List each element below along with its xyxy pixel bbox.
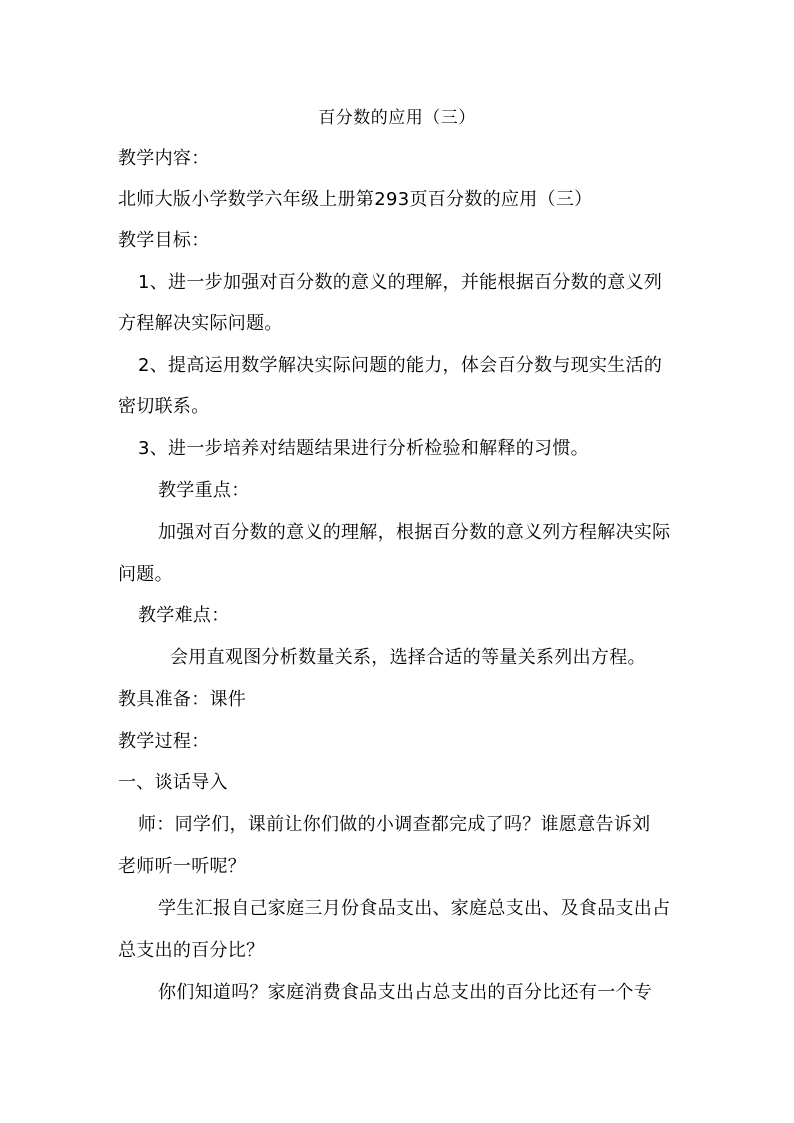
key-points-line-2: 问题。 [118, 564, 173, 585]
teacher-dialogue-line-2: 老师听一听呢？ [118, 856, 247, 877]
document-title: 百分数的应用（三） [318, 108, 476, 128]
section-heading-process: 教学过程： [118, 731, 210, 752]
section-heading-key-points: 教学重点： [158, 480, 250, 501]
key-points-line-1: 加强对百分数的意义的理解，根据百分数的意义列方程解决实际 [158, 522, 671, 543]
student-report-line-2: 总支出的百分比？ [118, 940, 265, 961]
section-heading-content: 教学内容： [118, 148, 210, 169]
content-text: 北师大版小学数学六年级上册第293页百分数的应用（三） [118, 189, 593, 210]
section-heading-objectives: 教学目标： [118, 230, 210, 251]
objective-3: 3、进一步培养对结题结果进行分析检验和解释的习惯。 [138, 438, 589, 459]
objective-2-line-2: 密切联系。 [118, 396, 210, 417]
explanation-line-1: 你们知道吗？家庭消费食品支出占总支出的百分比还有一个专 [158, 982, 653, 1003]
teacher-dialogue-line-1: 师：同学们，课前让你们做的小调查都完成了吗？谁愿意告诉刘 [138, 814, 651, 835]
difficulties-text: 会用直观图分析数量关系，选择合适的等量关系列出方程。 [170, 647, 646, 668]
objective-1-line-1: 1、进一步加强对百分数的意义的理解，并能根据百分数的意义列 [138, 272, 663, 293]
teaching-aids: 教具准备：课件 [118, 689, 247, 710]
section-heading-difficulties: 教学难点： [138, 605, 230, 626]
student-report-line-1: 学生汇报自己家庭三月份食品支出、家庭总支出、及食品支出占 [158, 898, 671, 919]
process-part-1-heading: 一、谈话导入 [118, 772, 228, 793]
objective-1-line-2: 方程解决实际问题。 [118, 313, 283, 334]
objective-2-line-1: 2、提高运用数学解决实际问题的能力，体会百分数与现实生活的 [138, 355, 663, 376]
